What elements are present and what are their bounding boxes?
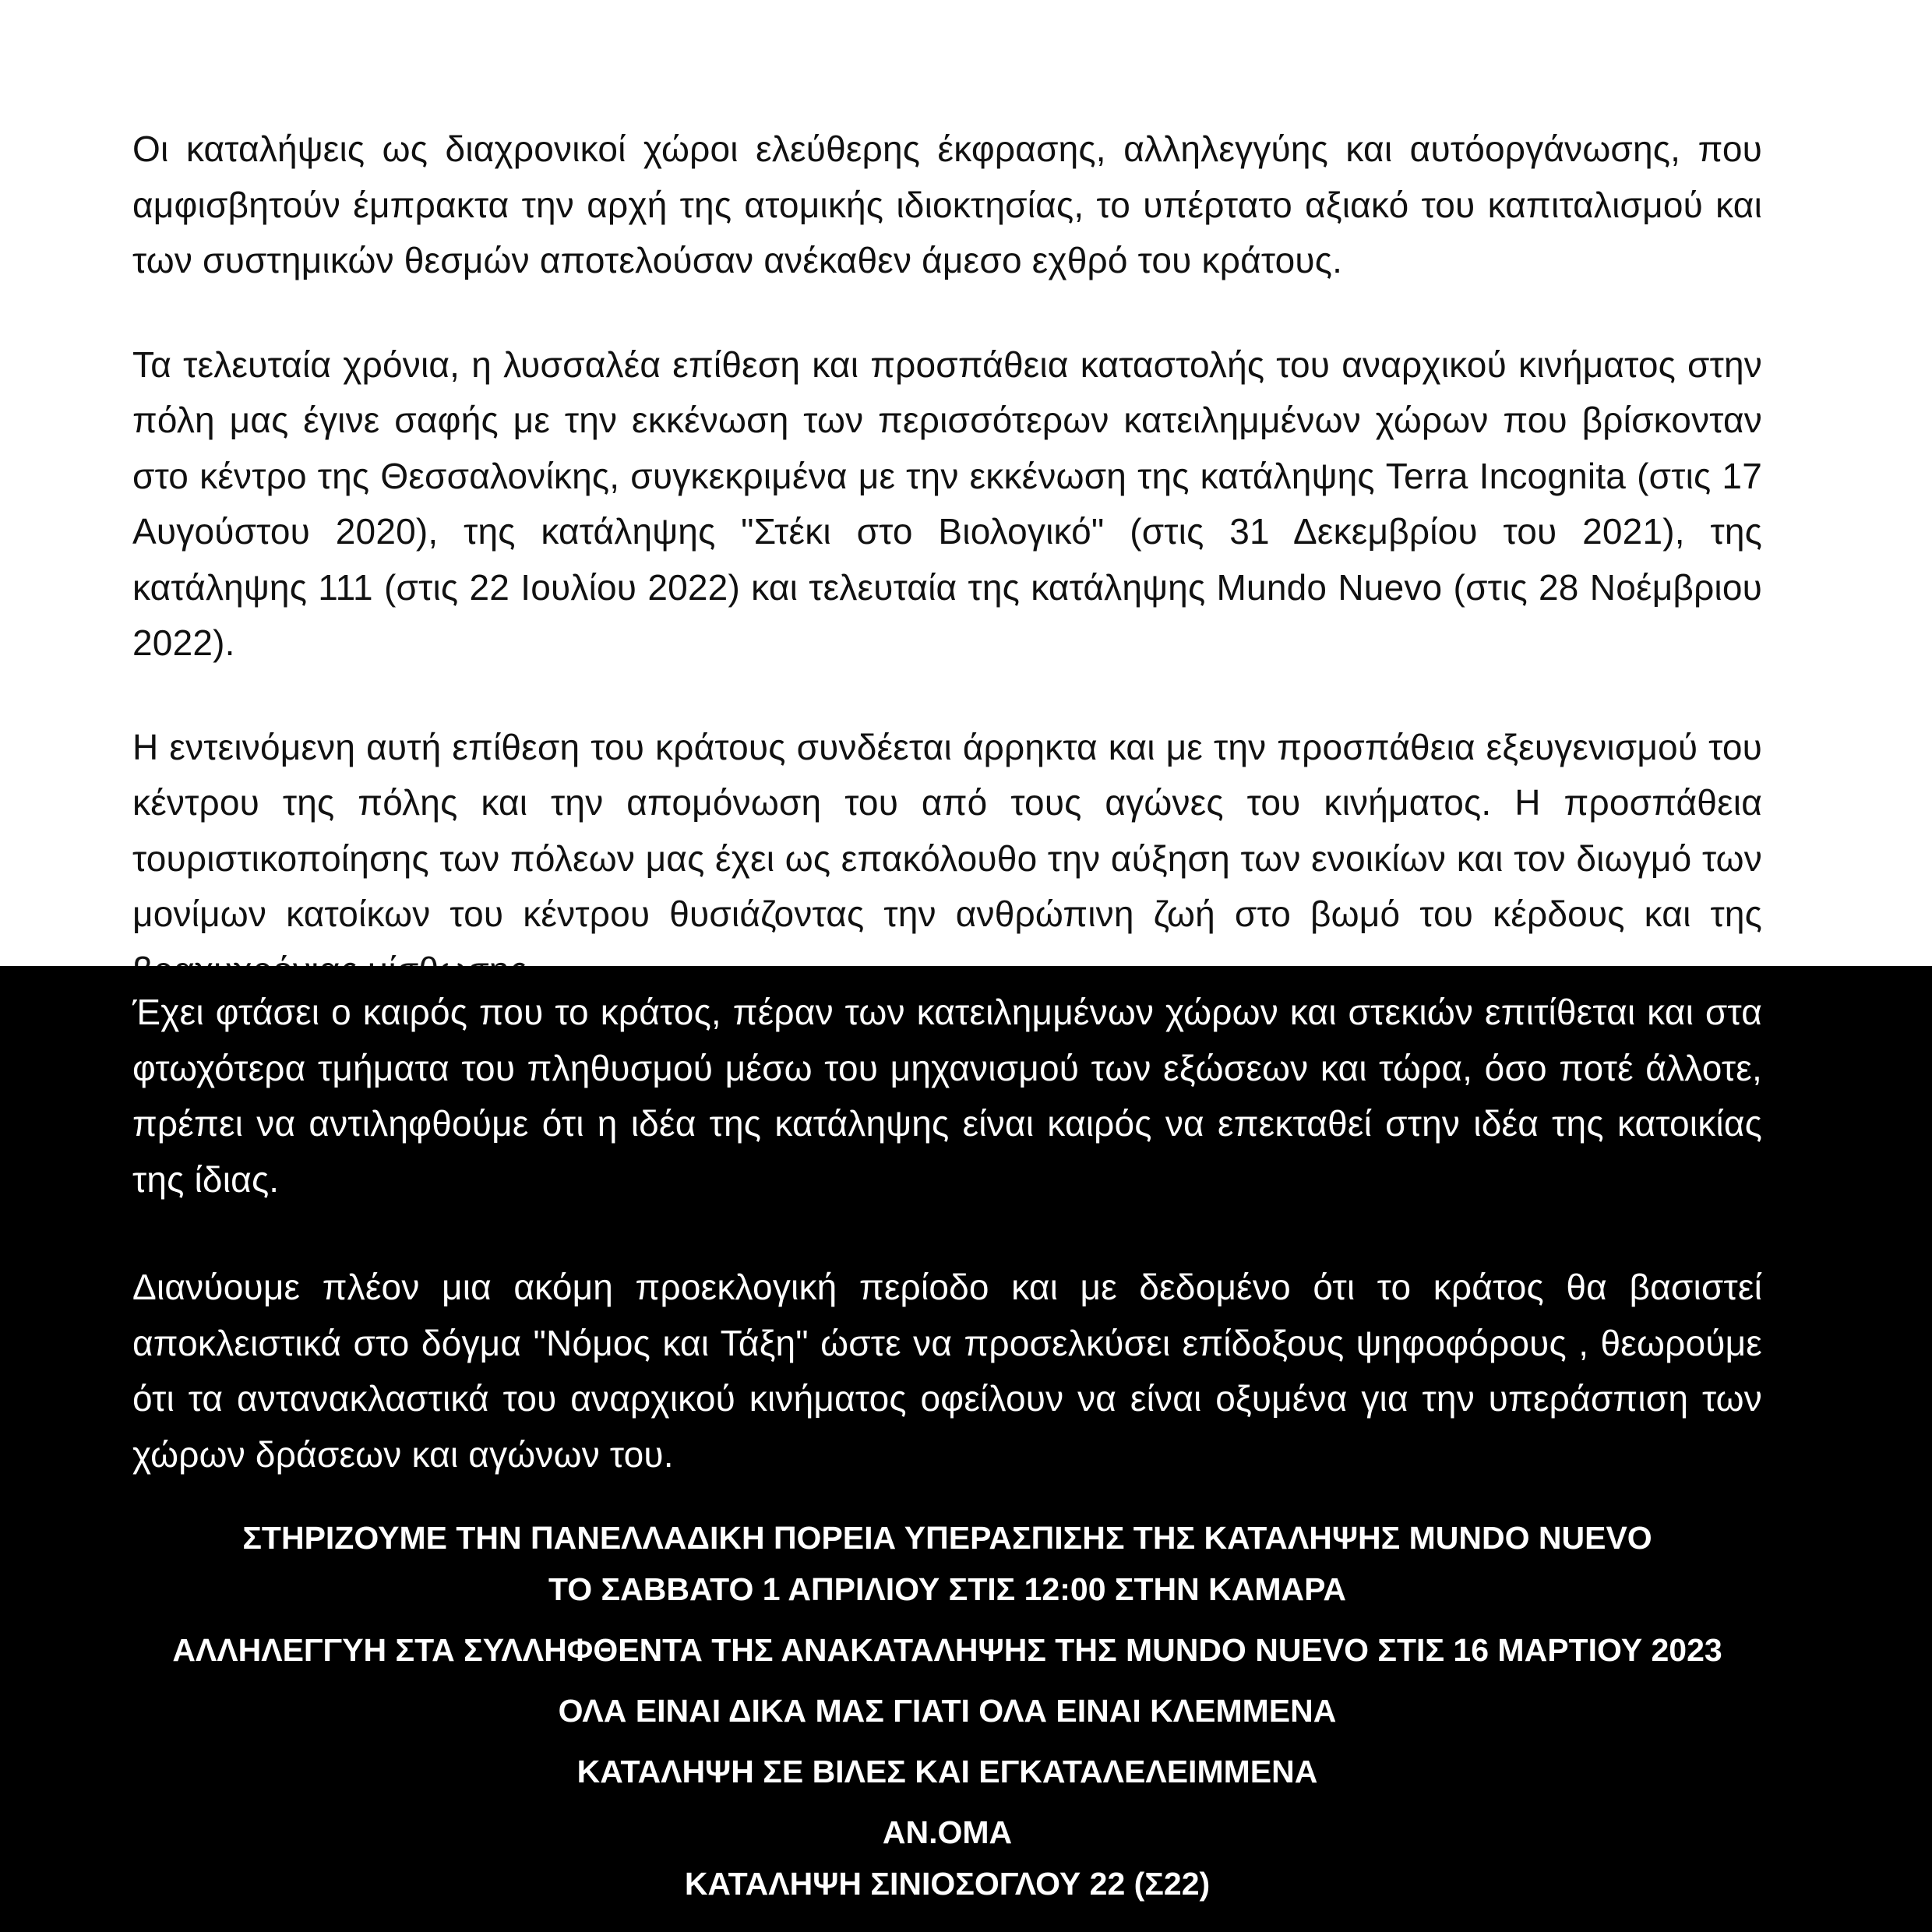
text-section-black (0, 966, 1932, 1932)
slogan-march-line1: ΣΤΗΡΙΖΟΥΜΕ ΤΗΝ ΠΑΝΕΛΛΑΔΙΚΗ ΠΟΡΕΙΑ ΥΠΕΡΑΣΠΙΣΗΣ ΤΗΣ ΚΑΤΑΛΗΨΗΣ MUNDO NUEVO (242, 1520, 1652, 1556)
paragraph-housing: Έχει φτάσει ο καιρός που το κράτος, πέραν των κατειλημμένων χώρων και στεκιών επιτίθεται και στα φτωχότερα τμήματα του πληθυσμού μέσω του μηχανισμού των εξώσεων και τώρα, όσο ποτέ άλλοτε, πρέπει να αντιληφθούμε ότι η ιδέα της κατάληψης είναι καιρός να επεκταθεί στην ιδέα της κατοικίας της ίδιας. (132, 992, 1762, 1200)
slogan-march (132, 1512, 1762, 1615)
slogan-occupy-line: ΚΑΤΑΛΗΨΗ ΣΕ ΒΙΛΕΣ ΚΑΙ ΕΓΚΑΤΑΛΕΛΕΙΜΜΕΝΑ (576, 1754, 1318, 1789)
paragraph-gentrification: Η εντεινόμενη αυτή επίθεση του κράτους συνδέεται άρρηκτα και με την προσπάθεια εξευγενισμού του κέντρου της πόλης και την απομόνωση του από τους αγώνες του κινήματος. Η προσπάθεια τουριστικοποίησης των πόλεων μας έχει ως επακόλουθο την αύξηση των ενοικίων και τον διωγμό των μονίμων κατοίκων του κέντρου θυσιάζοντας την ανθρώπινη ζωή στο βωμό του κέρδους και της (132, 726, 1762, 934)
paragraph-evictions: Τα τελευταία χρόνια, η λυσσαλέα επίθεση και προσπάθεια καταστολής του αναρχικού κινήματος στην πόλη μας έγινε σαφής με την εκκένωση των περισσότερων κατειλημμένων χώρων που βρίσκονταν στο κέντρο της Θεσσαλονίκης, συγκεκριμένα με την εκκένωση της κατάληψης Terra Incognita (στις 17 Αυγούστου 2020), της κατάληψης "Στέκι στο Βιολογικό" (στις 31 Δεκεμβρίου του 2021), της κατάληψης 111 (στις 22 Ιουλίου 2022) και τελευταία της κατάληψης Mundo Nuevo (στις 28 Νοέμβριου 2022). (132, 344, 1762, 663)
paragraph-occupations-intro: Οι καταλήψεις ως διαχρονικοί χώροι ελεύθερης έκφρασης, αλληλεγγύης και αυτόοργάνωσης, που αμφισβητούν έμπρακτα την αρχή της ατομικής ιδιοκτησίας, το υπέρτατο αξιακό του καπιταλισμού και των συστημικών θεσμών αποτελούσαν ανέκαθεν άμεσο εχθρό του κράτους. (132, 129, 1762, 280)
slogan-stolen-line: ΟΛΑ ΕΙΝΑΙ ΔΙΚΑ ΜΑΣ ΓΙΑΤΙ ΟΛΑ ΕΙΝΑΙ ΚΛΕΜΜΕΝΑ (558, 1693, 1337, 1729)
signature-line2: ΚΑΤΑΛΗΨΗ ΣΙΝΙΟΣΟΓΛΟΥ 22 (Σ22) (684, 1866, 1211, 1902)
paragraph-elections: Διανύουμε πλέον μια ακόμη προεκλογική περίοδο και με δεδομένο ότι το κράτος θα βασιστεί αποκλειστικά στο δόγμα "Νόμος και Τάξη" ώστε να προσελκύσει επίδοξους ψηφοφόρους , θεωρούμε ότι τα αντανακλαστικά του αναρχικού κινήματος οφείλουν να είναι οξυμένα για την υπεράσπιση των χώρων δράσεων και αγώνων του. (132, 1267, 1762, 1475)
slogan-occupy (132, 1746, 1762, 1797)
slogan-solidarity (132, 1624, 1762, 1676)
slogan-solidarity-line: ΑΛΛΗΛΕΓΓΥΗ ΣΤΑ ΣΥΛΛΗΦΘΕΝΤΑ ΤΗΣ ΑΝΑΚΑΤΑΛΗΨΗΣ ΤΗΣ MUNDO NUEVO ΣΤΙΣ 16 ΜΑΡΤΙΟΥ 2023 (172, 1632, 1722, 1668)
slogan-march-line2: ΤΟ ΣΑΒΒΑΤΟ 1 ΑΠΡΙΛΙΟΥ ΣΤΙΣ 12:00 ΣΤΗΝ ΚΑΜΑΡΑ (548, 1571, 1347, 1607)
signature-line1: ΑΝ.ΟΜΑ (882, 1814, 1013, 1850)
slogans-block (132, 1512, 1762, 1909)
signature (132, 1807, 1762, 1909)
slogan-stolen (132, 1685, 1762, 1736)
